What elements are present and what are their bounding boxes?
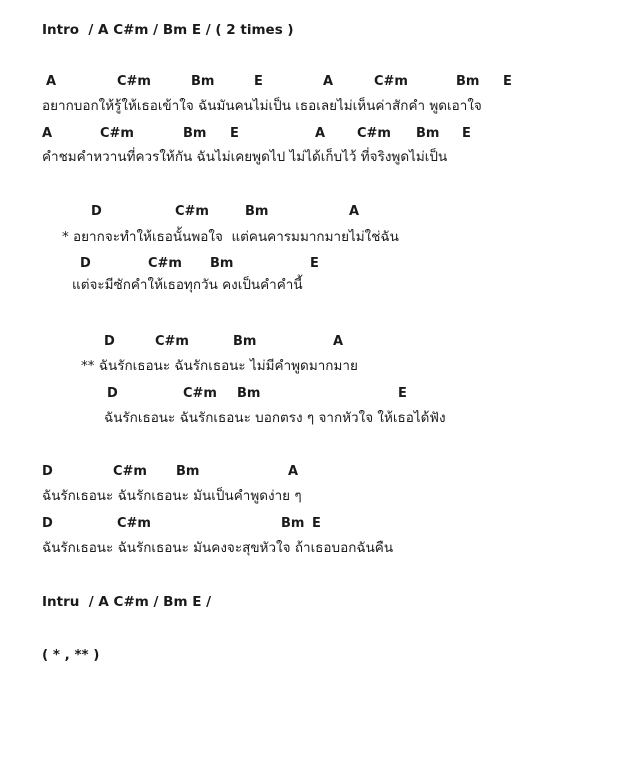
- lyric-line: * อยากจะทำให้เธอนั้นพอใจ แต่คนคารมมากมายไม่ใช่ฉัน: [62, 229, 399, 245]
- chord: Bm: [237, 386, 261, 401]
- lyric-line: คำชมคำหวานที่ควรให้กัน ฉันไม่เคยพูดไป ไม่ได้เก็บไว้ ที่จริงพูดไม่เป็น: [42, 149, 448, 165]
- chord: D: [42, 464, 53, 479]
- chord: E: [503, 74, 512, 89]
- chord: A: [42, 126, 53, 141]
- chord: Bm: [245, 204, 269, 219]
- chord: D: [104, 334, 115, 349]
- lyric-line: ฉันรักเธอนะ ฉันรักเธอนะ บอกตรง ๆ จากหัวใจ ให้เธอได้ฟัง: [104, 410, 446, 426]
- intro-line: Intro / A C#m / Bm E / ( 2 times ): [42, 22, 294, 38]
- chord: E: [254, 74, 263, 89]
- chord: C#m: [175, 204, 209, 219]
- chord: C#m: [374, 74, 408, 89]
- chord: Bm: [456, 74, 480, 89]
- chord: C#m: [100, 126, 134, 141]
- chord: Bm: [233, 334, 257, 349]
- chord: C#m: [183, 386, 217, 401]
- chord: D: [107, 386, 118, 401]
- chord: Bm: [210, 256, 234, 271]
- chord: A: [349, 204, 360, 219]
- chord: C#m: [117, 74, 151, 89]
- chord: A: [46, 74, 57, 89]
- chord: A: [288, 464, 299, 479]
- chord: A: [323, 74, 334, 89]
- repeat-marker: ( * , ** ): [42, 647, 100, 663]
- chord: Bm: [416, 126, 440, 141]
- chord: E: [310, 256, 319, 271]
- chord: A: [315, 126, 326, 141]
- chord: E: [312, 516, 321, 531]
- chord: D: [42, 516, 53, 531]
- chord: C#m: [148, 256, 182, 271]
- lyric-line: ฉันรักเธอนะ ฉันรักเธอนะ มันคงจะสุขหัวใจ ถ้าเธอบอกฉันคืน: [42, 540, 394, 556]
- intro-repeat-line: Intru / A C#m / Bm E /: [42, 594, 212, 610]
- chord: C#m: [357, 126, 391, 141]
- chord: Bm: [176, 464, 200, 479]
- chord: Bm: [191, 74, 215, 89]
- lyric-line: ** ฉันรักเธอนะ ฉันรักเธอนะ ไม่มีคำพูดมากมาย: [81, 358, 358, 374]
- chord: D: [91, 204, 102, 219]
- chord: A: [333, 334, 344, 349]
- lyric-line: อยากบอกให้รู้ให้เธอเข้าใจ ฉันมันคนไม่เป็น เธอเลยไม่เห็นค่าสักคำ พูดเอาใจ: [42, 98, 482, 114]
- chord: D: [80, 256, 91, 271]
- chord: C#m: [113, 464, 147, 479]
- chord: E: [398, 386, 407, 401]
- lyric-line: ฉันรักเธอนะ ฉันรักเธอนะ มันเป็นคำพูดง่าย ๆ: [42, 488, 302, 504]
- chord: Bm: [281, 516, 305, 531]
- chord: C#m: [117, 516, 151, 531]
- chord: C#m: [155, 334, 189, 349]
- chord: Bm: [183, 126, 207, 141]
- lyric-line: แต่จะมีซักคำให้เธอทุกวัน คงเป็นคำคำนี้: [72, 277, 303, 293]
- chord: E: [462, 126, 471, 141]
- chord: E: [230, 126, 239, 141]
